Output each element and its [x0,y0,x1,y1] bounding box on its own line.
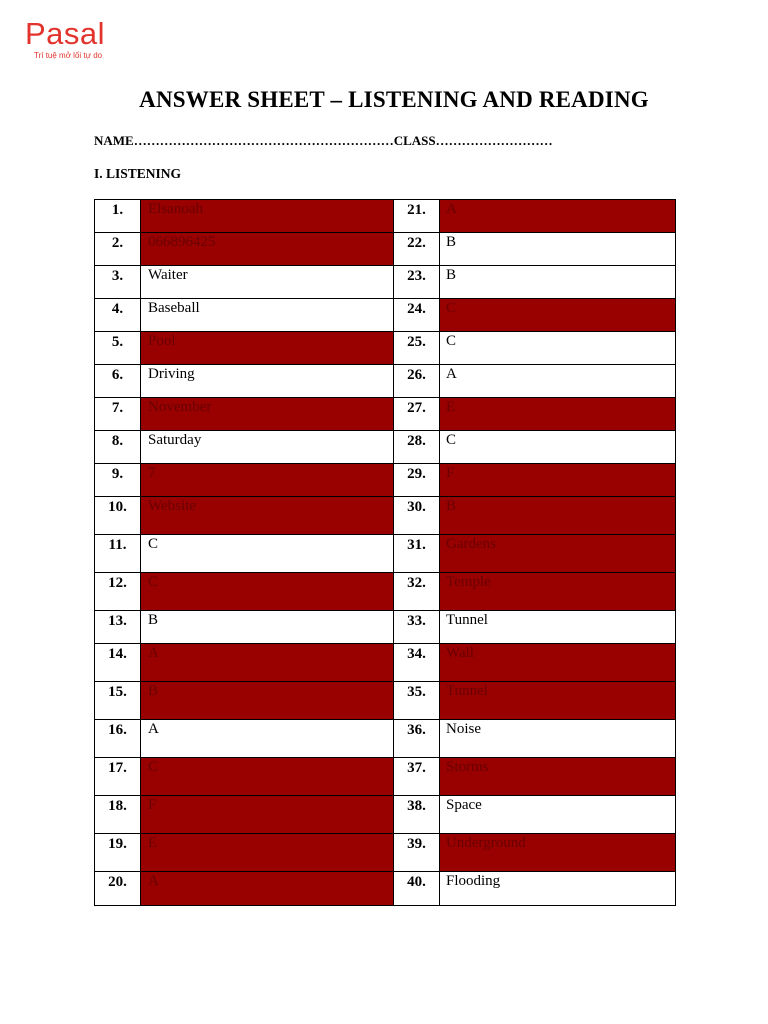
question-number: 31. [394,535,440,573]
answer-cell: Temple [440,573,676,611]
answer-cell: Storms [440,758,676,796]
table-row [95,573,676,611]
answer-cell: A [440,365,676,398]
answer-cell: C [141,758,394,796]
answer-cell: A [440,200,676,233]
table-row [95,720,676,758]
answer-cell: Waiter [141,266,394,299]
table-row [95,644,676,682]
question-number: 13. [95,611,141,644]
answer-cell: Tunnel [440,611,676,644]
section-heading: I. LISTENING [94,166,182,181]
question-number: 38. [394,796,440,834]
answer-cell: 066896425 [141,233,394,266]
answer-cell: B [440,266,676,299]
question-number: 39. [394,834,440,872]
question-number: 21. [394,200,440,233]
table-row [95,200,676,233]
question-number: 5. [95,332,141,365]
answer-cell: A [141,872,394,906]
answer-cell: A [141,644,394,682]
answer-cell: F [440,464,676,497]
question-number: 30. [394,497,440,535]
question-number: 18. [95,796,141,834]
question-number: 20. [95,872,141,906]
table-row [95,431,676,464]
question-number: 24. [394,299,440,332]
table-row [95,682,676,720]
answer-cell: Baseball [141,299,394,332]
name-class-line: NAME……………………………………………………CLASS……………………… [94,133,553,148]
question-number: 16. [95,720,141,758]
question-number: 7. [95,398,141,431]
answer-cell: B [440,497,676,535]
answer-cell: C [440,431,676,464]
table-row [95,332,676,365]
question-number: 32. [394,573,440,611]
question-number: 36. [394,720,440,758]
question-number: 17. [95,758,141,796]
question-number: 3. [95,266,141,299]
question-number: 15. [95,682,141,720]
question-number: 8. [95,431,141,464]
table-row [95,266,676,299]
answer-cell: Pool [141,332,394,365]
question-number: 28. [394,431,440,464]
table-row [95,398,676,431]
question-number: 23. [394,266,440,299]
answer-cell: Website [141,497,394,535]
logo-tagline: Trí tuệ mở lối tự do [34,51,103,60]
answer-cell: Underground [440,834,676,872]
question-number: 9. [95,464,141,497]
question-number: 14. [95,644,141,682]
question-number: 33. [394,611,440,644]
question-number: 25. [394,332,440,365]
question-number: 4. [95,299,141,332]
table-row [95,464,676,497]
question-number: 35. [394,682,440,720]
answer-cell: B [440,233,676,266]
question-number: 10. [95,497,141,535]
answer-cell: Gardens [440,535,676,573]
logo-wordmark: Pasal [25,16,106,51]
question-number: 34. [394,644,440,682]
page-title: ANSWER SHEET – LISTENING AND READING [139,87,649,112]
table-row [95,535,676,573]
question-number: 1. [95,200,141,233]
answer-cell: Driving [141,365,394,398]
answer-table [94,199,676,906]
table-row [95,497,676,535]
answer-cell: Tunnel [440,682,676,720]
answer-cell: E [141,834,394,872]
table-row [95,758,676,796]
answer-cell: Wall [440,644,676,682]
table-row [95,299,676,332]
answer-cell: A [141,720,394,758]
table-row [95,611,676,644]
question-number: 37. [394,758,440,796]
table-row [95,365,676,398]
answer-cell: C [440,332,676,365]
question-number: 27. [394,398,440,431]
question-number: 11. [95,535,141,573]
answer-cell: Elsanoah [141,200,394,233]
table-row [95,872,676,906]
question-number: 29. [394,464,440,497]
question-number: 40. [394,872,440,906]
brand-logo [25,18,105,60]
answer-cell: B [141,611,394,644]
answer-cell: Flooding [440,872,676,906]
answer-cell: Saturday [141,431,394,464]
answer-cell: C [141,535,394,573]
table-row [95,834,676,872]
question-number: 22. [394,233,440,266]
question-number: 6. [95,365,141,398]
question-number: 12. [95,573,141,611]
question-number: 2. [95,233,141,266]
answer-cell: F [141,796,394,834]
answer-table-body [95,200,676,906]
question-number: 26. [394,365,440,398]
answer-cell: B [141,682,394,720]
answer-cell: Noise [440,720,676,758]
answer-cell: November [141,398,394,431]
answer-cell: Space [440,796,676,834]
question-number: 19. [95,834,141,872]
answer-cell: E [440,398,676,431]
table-row [95,796,676,834]
answer-cell: C [440,299,676,332]
answer-cell: 7 [141,464,394,497]
answer-cell: C [141,573,394,611]
table-row [95,233,676,266]
